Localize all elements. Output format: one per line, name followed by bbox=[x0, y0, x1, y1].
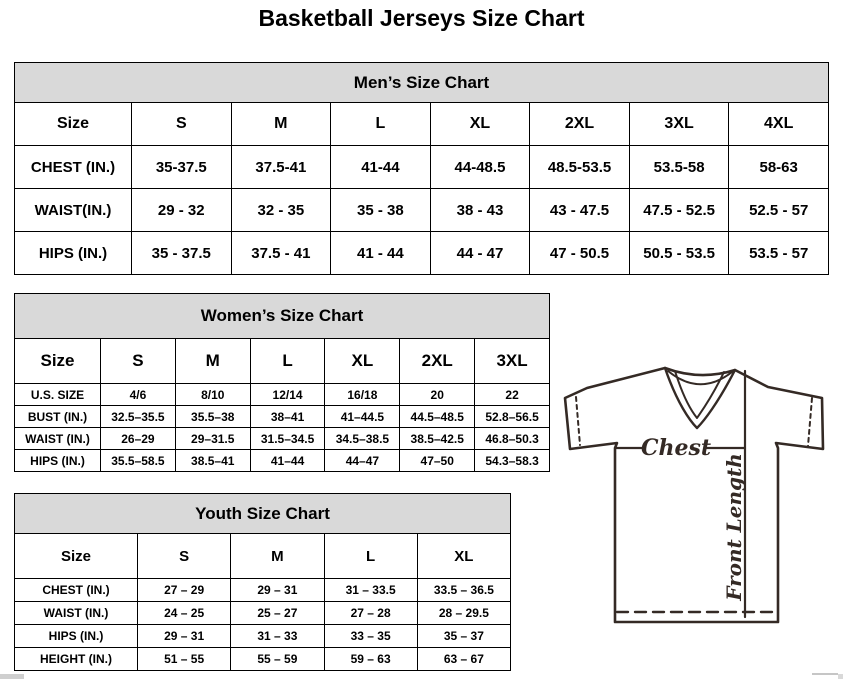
size-value-cell: 4/6 bbox=[101, 384, 176, 406]
table-row bbox=[15, 428, 550, 450]
size-value-cell: 35.5–38 bbox=[175, 406, 250, 428]
size-value-cell: 44.5–48.5 bbox=[400, 406, 475, 428]
size-value-cell: 38–41 bbox=[250, 406, 325, 428]
row-label: CHEST (IN.) bbox=[15, 579, 138, 602]
size-value-cell: 50.5 - 53.5 bbox=[629, 232, 729, 275]
size-value-cell: 53.5 - 57 bbox=[729, 232, 829, 275]
size-value-cell: 12/14 bbox=[250, 384, 325, 406]
size-value-cell: 38 - 43 bbox=[430, 189, 530, 232]
size-value-cell: 52.8–56.5 bbox=[475, 406, 550, 428]
column-header: XL bbox=[417, 534, 510, 579]
size-value-cell: 51 – 55 bbox=[138, 648, 231, 671]
size-value-cell: 43 - 47.5 bbox=[530, 189, 630, 232]
row-label: WAIST (IN.) bbox=[15, 428, 101, 450]
size-value-cell: 44–47 bbox=[325, 450, 400, 472]
column-header: XL bbox=[430, 103, 530, 146]
size-value-cell: 41 - 44 bbox=[331, 232, 431, 275]
size-value-cell: 22 bbox=[475, 384, 550, 406]
column-header: S bbox=[132, 103, 232, 146]
size-value-cell: 35-37.5 bbox=[132, 146, 232, 189]
size-value-cell: 25 – 27 bbox=[231, 602, 324, 625]
page-title: Basketball Jerseys Size Chart bbox=[258, 5, 585, 31]
jersey-measurement-diagram bbox=[555, 355, 843, 655]
size-value-cell: 44-48.5 bbox=[430, 146, 530, 189]
size-value-cell: 41-44 bbox=[331, 146, 431, 189]
size-value-cell: 54.3–58.3 bbox=[475, 450, 550, 472]
table-row bbox=[15, 384, 550, 406]
size-value-cell: 8/10 bbox=[175, 384, 250, 406]
front-length-label: Front Length bbox=[722, 453, 746, 601]
size-value-cell: 29 – 31 bbox=[231, 579, 324, 602]
row-label: WAIST (IN.) bbox=[15, 602, 138, 625]
table-row bbox=[15, 602, 511, 625]
size-value-cell: 16/18 bbox=[325, 384, 400, 406]
row-label: BUST (IN.) bbox=[15, 406, 101, 428]
size-value-cell: 55 – 59 bbox=[231, 648, 324, 671]
size-value-cell: 31.5–34.5 bbox=[250, 428, 325, 450]
table-title: Youth Size Chart bbox=[15, 494, 511, 534]
size-header-label: Size bbox=[15, 534, 138, 579]
size-value-cell: 48.5-53.5 bbox=[530, 146, 630, 189]
size-value-cell: 41–44.5 bbox=[325, 406, 400, 428]
size-value-cell: 41–44 bbox=[250, 450, 325, 472]
column-header: L bbox=[331, 103, 431, 146]
row-label: U.S. SIZE bbox=[15, 384, 101, 406]
size-value-cell: 27 – 28 bbox=[324, 602, 417, 625]
table-row bbox=[15, 232, 829, 275]
size-value-cell: 31 – 33.5 bbox=[324, 579, 417, 602]
size-value-cell: 35.5–58.5 bbox=[101, 450, 176, 472]
column-header: S bbox=[138, 534, 231, 579]
size-value-cell: 46.8–50.3 bbox=[475, 428, 550, 450]
size-value-cell: 38.5–41 bbox=[175, 450, 250, 472]
size-value-cell: 29 – 31 bbox=[138, 625, 231, 648]
womens-size-chart-table bbox=[14, 293, 550, 472]
size-value-cell: 58-63 bbox=[729, 146, 829, 189]
size-value-cell: 24 – 25 bbox=[138, 602, 231, 625]
column-header: L bbox=[324, 534, 417, 579]
size-value-cell: 31 – 33 bbox=[231, 625, 324, 648]
row-label: HIPS (IN.) bbox=[15, 232, 132, 275]
chest-label: Chest bbox=[640, 435, 712, 461]
size-value-cell: 28 – 29.5 bbox=[417, 602, 510, 625]
size-value-cell: 37.5-41 bbox=[231, 146, 331, 189]
size-header-label: Size bbox=[15, 103, 132, 146]
column-header: M bbox=[231, 103, 331, 146]
size-value-cell: 63 – 67 bbox=[417, 648, 510, 671]
mens-size-chart-table bbox=[14, 62, 829, 275]
size-value-cell: 47 - 50.5 bbox=[530, 232, 630, 275]
size-value-cell: 47–50 bbox=[400, 450, 475, 472]
column-header: 3XL bbox=[475, 339, 550, 384]
column-header: L bbox=[250, 339, 325, 384]
table-row bbox=[15, 450, 550, 472]
size-value-cell: 20 bbox=[400, 384, 475, 406]
size-value-cell: 52.5 - 57 bbox=[729, 189, 829, 232]
row-label: HIPS (IN.) bbox=[15, 450, 101, 472]
size-value-cell: 29–31.5 bbox=[175, 428, 250, 450]
table-row bbox=[15, 146, 829, 189]
size-value-cell: 33 – 35 bbox=[324, 625, 417, 648]
column-header: M bbox=[231, 534, 324, 579]
column-header: 4XL bbox=[729, 103, 829, 146]
size-value-cell: 37.5 - 41 bbox=[231, 232, 331, 275]
scrollbar-fragment-left[interactable] bbox=[0, 674, 24, 679]
column-header: S bbox=[101, 339, 176, 384]
table-row bbox=[15, 648, 511, 671]
size-value-cell: 26–29 bbox=[101, 428, 176, 450]
column-header: 2XL bbox=[400, 339, 475, 384]
size-value-cell: 35 - 38 bbox=[331, 189, 431, 232]
size-value-cell: 44 - 47 bbox=[430, 232, 530, 275]
size-value-cell: 38.5–42.5 bbox=[400, 428, 475, 450]
scrollbar-corner[interactable] bbox=[838, 674, 843, 679]
column-header: M bbox=[175, 339, 250, 384]
size-value-cell: 32.5–35.5 bbox=[101, 406, 176, 428]
size-value-cell: 29 - 32 bbox=[132, 189, 232, 232]
size-value-cell: 35 - 37.5 bbox=[132, 232, 232, 275]
size-value-cell: 32 - 35 bbox=[231, 189, 331, 232]
size-value-cell: 27 – 29 bbox=[138, 579, 231, 602]
size-header-label: Size bbox=[15, 339, 101, 384]
jersey-outline bbox=[565, 368, 823, 622]
table-row bbox=[15, 189, 829, 232]
youth-size-chart-table bbox=[14, 493, 511, 671]
row-label: CHEST (IN.) bbox=[15, 146, 132, 189]
size-value-cell: 35 – 37 bbox=[417, 625, 510, 648]
table-title: Women’s Size Chart bbox=[15, 294, 550, 339]
table-row bbox=[15, 579, 511, 602]
column-header: 2XL bbox=[530, 103, 630, 146]
table-title: Men’s Size Chart bbox=[15, 63, 829, 103]
table-row bbox=[15, 406, 550, 428]
size-value-cell: 47.5 - 52.5 bbox=[629, 189, 729, 232]
size-value-cell: 59 – 63 bbox=[324, 648, 417, 671]
column-header: 3XL bbox=[629, 103, 729, 146]
row-label: HEIGHT (IN.) bbox=[15, 648, 138, 671]
size-value-cell: 33.5 – 36.5 bbox=[417, 579, 510, 602]
row-label: WAIST(IN.) bbox=[15, 189, 132, 232]
column-header: XL bbox=[325, 339, 400, 384]
table-row bbox=[15, 625, 511, 648]
row-label: HIPS (IN.) bbox=[15, 625, 138, 648]
scrollbar-fragment-right[interactable] bbox=[812, 673, 838, 675]
size-value-cell: 34.5–38.5 bbox=[325, 428, 400, 450]
size-value-cell: 53.5-58 bbox=[629, 146, 729, 189]
